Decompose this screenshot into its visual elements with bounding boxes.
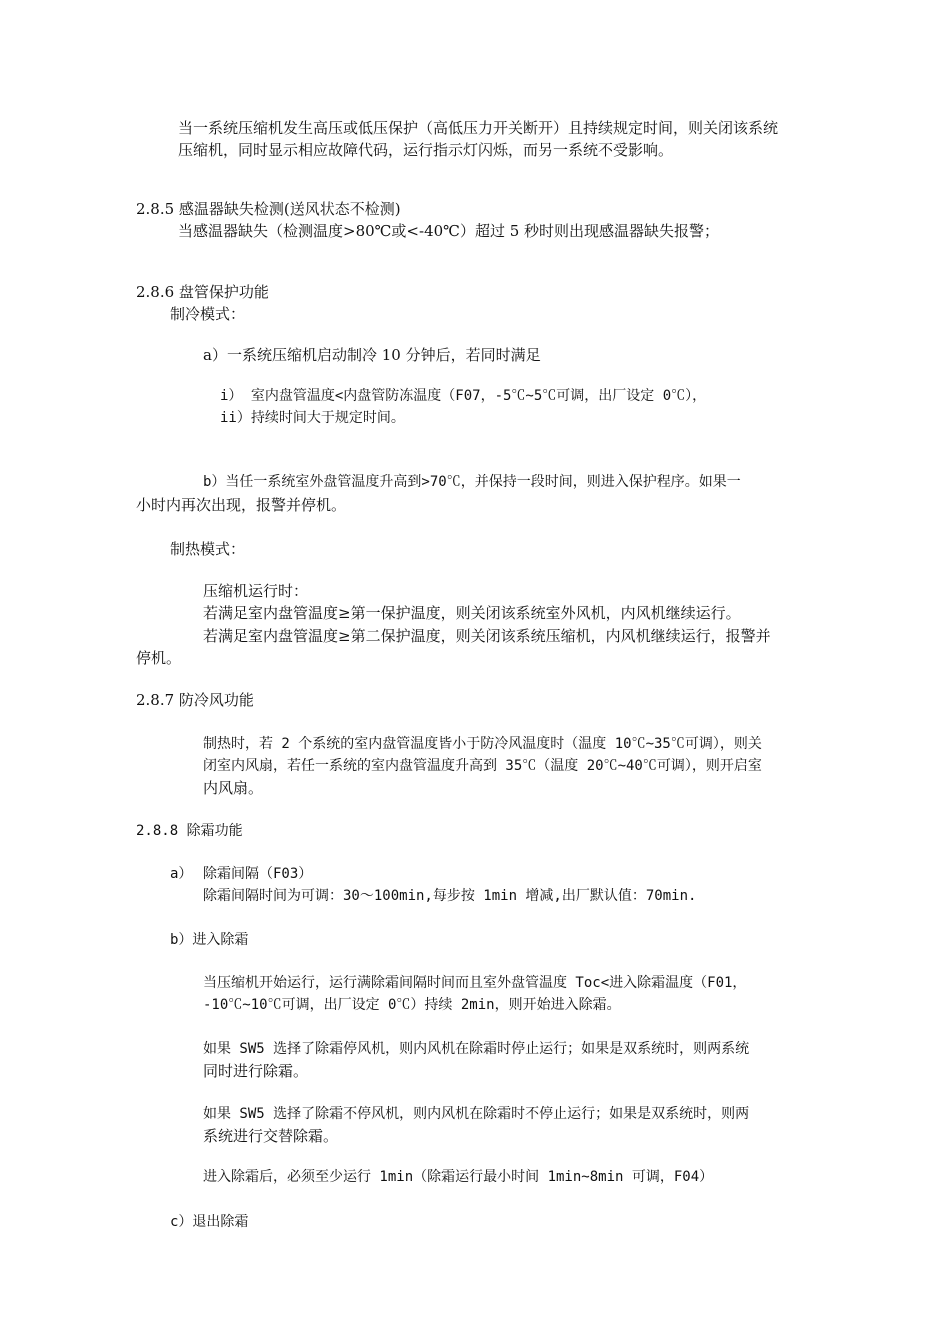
cool-mode-label: 制冷模式： xyxy=(170,305,246,323)
defrost-c-title: c）退出除霜 xyxy=(170,1214,249,1230)
heat-protect-2-line-1: 若满足室内盘管温度≥第二保护温度，则关闭该系统压缩机，内风机继续运行，报警并 xyxy=(203,627,771,645)
defrost-b-para-1-line-1: 当压缩机开始运行，运行满除霜间隔时间而且室外盘管温度 Toc<进入除霜温度（F01， xyxy=(203,975,747,991)
defrost-b-para-4: 进入除霜后，必须至少运行 1min（除霜运行最小时间 1min~8min 可调，F04） xyxy=(203,1169,714,1185)
section-2-8-6-heading: 2.8.6 盘管保护功能 xyxy=(136,283,269,301)
section-2-8-7-heading: 2.8.7 防冷风功能 xyxy=(136,691,254,709)
defrost-a-label: a） xyxy=(170,866,193,882)
heat-running-label: 压缩机运行时： xyxy=(203,582,309,600)
cool-item-b-line-1: b）当任一系统室外盘管温度升高到>70℃，并保持一段时间，则进入保护程序。如果一 xyxy=(203,474,741,490)
section-2-8-8-heading: 2.8.8 除霜功能 xyxy=(136,823,243,839)
heat-protect-2-line-2: 停机。 xyxy=(136,649,182,667)
intro-line-1: 当一系统压缩机发生高压或低压保护（高低压力开关断开）且持续规定时间，则关闭该系统 xyxy=(178,119,779,137)
cool-item-b-line-2: 小时内再次出现，报警并停机。 xyxy=(136,496,347,514)
intro-line-2: 压缩机，同时显示相应故障代码，运行指示灯闪烁，而另一系统不受影响。 xyxy=(178,141,674,159)
defrost-b-para-1-line-2: -10℃~10℃可调，出厂设定 0℃）持续 2min，则开始进入除霜。 xyxy=(203,997,621,1013)
cool-item-a-i: i） 室内盘管温度<内盘管防冻温度（F07，-5℃~5℃可调，出厂设定 0℃）， xyxy=(220,388,707,404)
section-2-8-5-heading: 2.8.5 感温器缺失检测(送风状态不检测) xyxy=(136,200,401,218)
heat-protect-1: 若满足室内盘管温度≥第一保护温度，则关闭该系统室外风机，内风机继续运行。 xyxy=(203,604,741,622)
section-2-8-5-text: 当感温器缺失（检测温度>80℃或<-40℃）超过 5 秒时则出现感温器缺失报警； xyxy=(178,222,720,240)
cool-item-a-ii: ii）持续时间大于规定时间。 xyxy=(220,410,405,426)
heat-mode-label: 制热模式： xyxy=(170,540,246,558)
anti-cold-line-2: 闭室内风扇，若任一系统的室内盘管温度升高到 35℃（温度 20℃~40℃可调），则开启室 xyxy=(203,758,762,774)
defrost-b-para-3-line-1: 如果 SW5 选择了除霜不停风机，则内风机在除霜时不停止运行；如果是双系统时，则两 xyxy=(203,1106,750,1122)
defrost-a-title: 除霜间隔（F03） xyxy=(203,866,313,882)
defrost-a-text: 除霜间隔时间为可调：30～100min,每步按 1min 增减,出厂默认值：70min. xyxy=(203,888,697,904)
defrost-b-para-2-line-2: 同时进行除霜。 xyxy=(203,1062,309,1080)
cool-item-a: a）一系统压缩机启动制冷 10 分钟后，若同时满足 xyxy=(203,346,541,364)
defrost-b-para-3-line-2: 系统进行交替除霜。 xyxy=(203,1127,339,1145)
anti-cold-line-3: 内风扇。 xyxy=(203,779,264,797)
defrost-b-para-2-line-1: 如果 SW5 选择了除霜停风机，则内风机在除霜时停止运行；如果是双系统时，则两系统 xyxy=(203,1041,750,1057)
anti-cold-line-1: 制热时，若 2 个系统的室内盘管温度皆小于防冷风温度时（温度 10℃~35℃可调），则关 xyxy=(203,736,762,752)
defrost-b-title: b）进入除霜 xyxy=(170,932,249,948)
